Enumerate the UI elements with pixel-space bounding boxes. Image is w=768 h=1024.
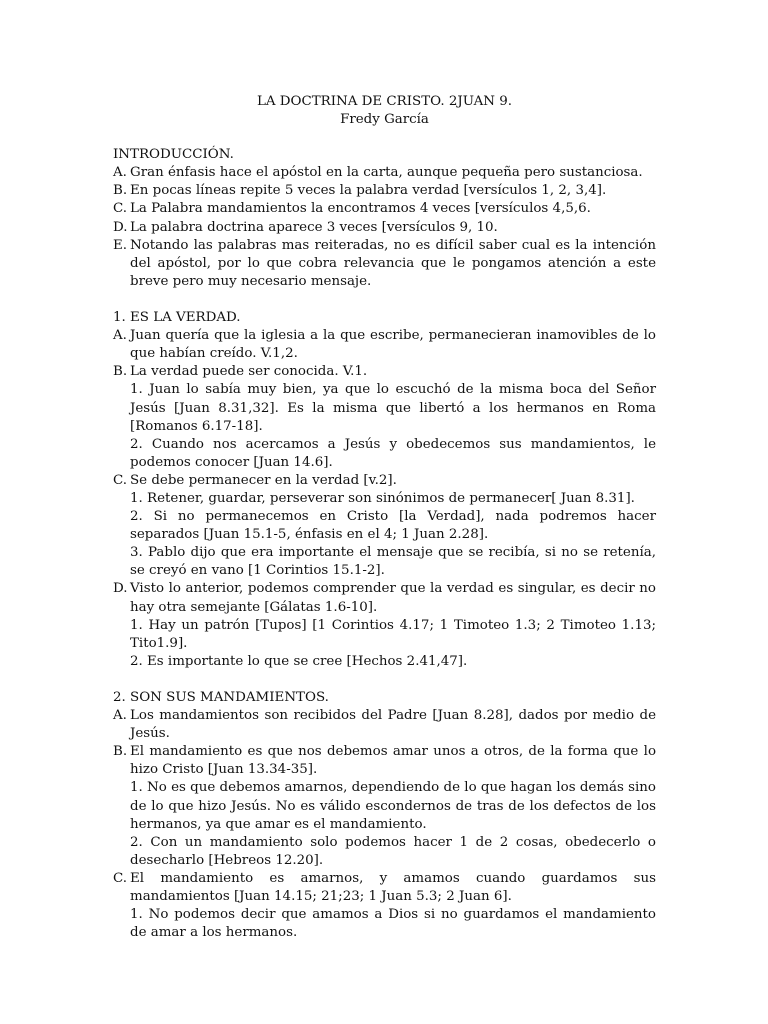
item-text: En pocas líneas repite 5 veces la palabra verdad [versículos 1, 2, 3,4]. xyxy=(130,183,607,199)
intro-item-e xyxy=(113,237,656,291)
item-text: La palabra doctrina aparece 3 veces [versículos 9, 10. xyxy=(130,219,498,235)
item-text: El mandamiento es que nos debemos amar unos a otros, de la forma que lo hizo Cristo [Juan 13.34-35]. xyxy=(130,744,656,778)
spacer xyxy=(113,671,656,689)
section2-item-b xyxy=(113,743,656,779)
section1-item-a xyxy=(113,327,656,363)
section1-item-c-sub-1: 1. Retener, guardar, perseverar son sinónimos de permanecer[ Juan 8.31]. xyxy=(130,490,635,506)
section1-item-b-sub-2: 2. Cuando nos acercamos a Jesús y obedecemos sus mandamientos, le podemos conocer [Juan 14.6]. xyxy=(130,436,656,470)
item-label: C. xyxy=(113,472,128,488)
section2-item-a xyxy=(113,707,656,743)
section1-item-b-sub-1: 1. Juan lo sabía muy bien, ya que lo escuchó de la misma boca del Señor Jesús [Juan 8.31,32]. Es la misma que libertó a los hermanos en Roma [Romanos 6.17-18]. xyxy=(130,382,656,434)
section2-item-c xyxy=(113,870,656,906)
item-label: B. xyxy=(113,183,128,199)
document-page xyxy=(113,93,656,942)
item-text: La Palabra mandamientos la encontramos 4 veces [versículos 4,5,6. xyxy=(130,201,591,217)
section2-item-b-sub-2: 2. Con un mandamiento solo podemos hacer 1 de 2 cosas, obedecerlo o desecharlo [Hebreos 12.20]. xyxy=(130,834,656,868)
item-text: Visto lo anterior, podemos comprender que la verdad es singular, es decir no hay otra semejante [Gálatas 1.6-10]. xyxy=(130,581,656,615)
item-label: D. xyxy=(113,219,128,235)
section1-item-c xyxy=(113,472,656,490)
item-text: Se debe permanecer en la verdad [v.2]. xyxy=(130,472,397,488)
item-label: B. xyxy=(113,364,128,380)
section2-item-c-sub-1: 1. No podemos decir que amamos a Dios si no guardamos el mandamiento de amar a los hermanos. xyxy=(130,907,656,941)
intro-heading: INTRODUCCIÓN. xyxy=(113,147,234,163)
section1-heading: 1. ES LA VERDAD. xyxy=(113,310,241,326)
intro-item-a xyxy=(113,164,656,182)
item-label: B. xyxy=(113,744,128,760)
item-label: D. xyxy=(113,581,128,597)
item-text: La verdad puede ser conocida. V.1. xyxy=(130,364,368,380)
item-label: C. xyxy=(113,870,128,886)
item-label: E. xyxy=(113,237,128,253)
section2-item-b-sub-1: 1. No es que debemos amarnos, dependiendo de lo que hagan los demás sino de lo que hizo Jesús. No es válido escondernos de tras de los defectos de los hermanos, ya que amar es el mandamiento. xyxy=(130,780,656,832)
intro-item-c xyxy=(113,200,656,218)
spacer xyxy=(113,129,656,146)
section1-item-c-sub-2: 2. Si no permanecemos en Cristo [la Verdad], nada podremos hacer separados [Juan 15.1-5, énfasis en el 4; 1 Juan 2.28]. xyxy=(130,509,656,543)
item-label: A. xyxy=(113,708,127,724)
intro-item-b xyxy=(113,182,656,200)
item-text: Los mandamientos son recibidos del Padre [Juan 8.28], dados por medio de Jesús. xyxy=(130,708,656,742)
section1-item-b xyxy=(113,363,656,381)
item-text: Gran énfasis hace el apóstol en la carta, aunque pequeña pero sustanciosa. xyxy=(130,165,643,181)
spacer xyxy=(113,291,656,309)
section1-item-d-sub-1: 1. Hay un patrón [Tupos] [1 Corintios 4.17; 1 Timoteo 1.3; 2 Timoteo 1.13; Tito1.9]. xyxy=(130,617,656,651)
section1-item-d-sub-2: 2. Es importante lo que se cree [Hechos 2.41,47]. xyxy=(130,653,468,669)
intro-item-d xyxy=(113,219,656,237)
item-label: A. xyxy=(113,328,127,344)
section1-item-d xyxy=(113,580,656,616)
section2-heading: 2. SON SUS MANDAMIENTOS. xyxy=(113,690,329,705)
document-title: LA DOCTRINA DE CRISTO. 2JUAN 9. xyxy=(256,94,513,109)
section1-item-c-sub-3: 3. Pablo dijo que era importante el mensaje que se recibía, si no se retenía, se creyó en vano [1 Corintios 15.1-2]. xyxy=(130,545,656,579)
item-label: A. xyxy=(113,165,127,181)
item-text: Notando las palabras mas reiteradas, no es difícil saber cual es la intención del apóstol, por lo que cobra relevancia que le pongamos atención a este breve pero muy necesario mensaje. xyxy=(130,237,656,289)
item-text: El mandamiento es amarnos, y amamos cuando guardamos sus mandamientos [Juan 14.15; 21;23; 1 Juan 5.3; 2 Juan 6]. xyxy=(130,870,656,905)
item-text: Juan quería que la iglesia a la que escribe, permanecieran inamovibles de lo que habían creído. V.1,2. xyxy=(130,328,656,362)
document-author: Fredy García xyxy=(340,112,429,128)
item-label: C. xyxy=(113,201,128,217)
